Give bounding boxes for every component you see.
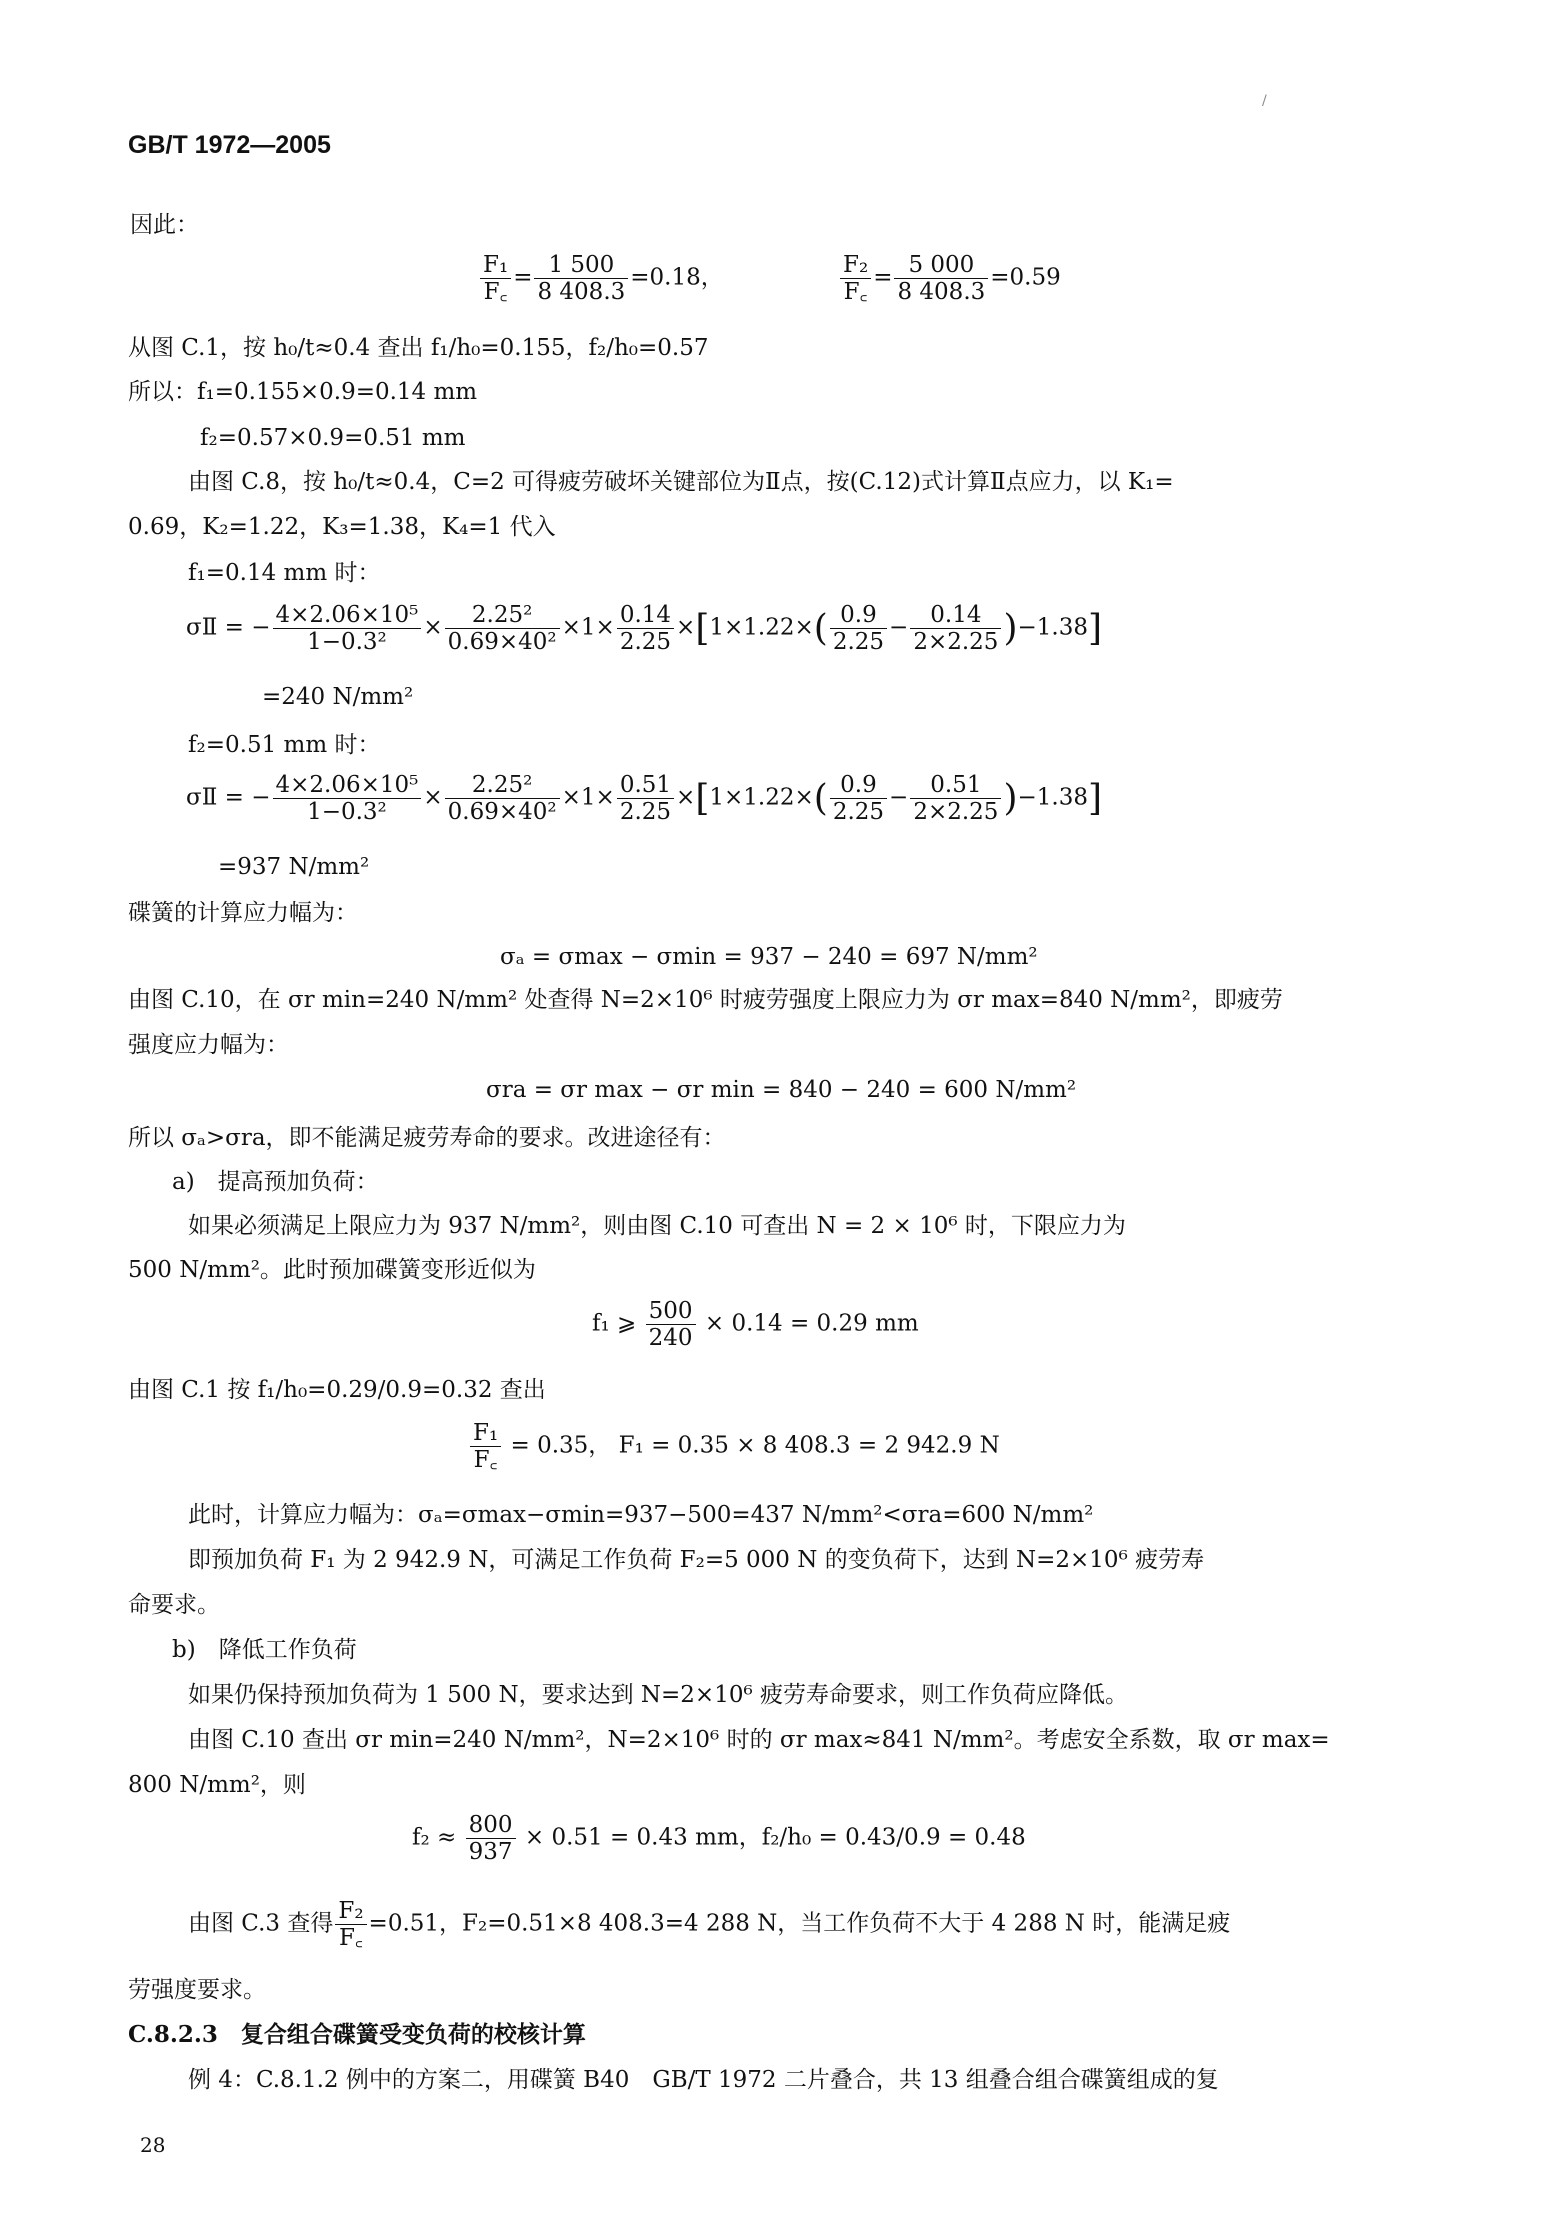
text-line: f₂=0.57×0.9=0.51 mm bbox=[200, 425, 466, 451]
formula-F1: $\frac{\text{F₁}}{F꜀}$ = 0.35， F₁ = 0.35 × 8 408.3 = 2 942.9 N bbox=[468, 1420, 1000, 1473]
formula-sigma-2: σⅡ = − $\frac{\text{4×2.06×10⁵}}{\text{1−0.3²}}$ × $\frac{\text{2.25²}}{\text{0.69×40²}}$ ×1× $\frac{0.51}{2.25}$ ×[1×1.22×( $\frac{0.9}{2.25}$ − $\frac{0.51}{2\times 2.25}$ )−1.38] bbox=[186, 772, 1103, 825]
text-line: 0.69，K₂=1.22，K₃=1.38，K₄=1 代入 bbox=[128, 514, 556, 540]
text-line: 碟簧的计算应力幅为： bbox=[128, 900, 358, 926]
result-line: =937 N/mm² bbox=[218, 854, 370, 880]
text-line: f₂=0.51 mm 时： bbox=[188, 732, 381, 758]
formula-line: σra = σr max − σr min = 840 − 240 = 600 N/mm² bbox=[486, 1077, 1077, 1103]
text-line: 由图 C.10，在 σr min=240 N/mm² 处查得 N=2×10⁶ 时疲劳强度上限应力为 σr max=840 N/mm²，即疲劳 bbox=[128, 987, 1283, 1013]
formula-sigma-1: σⅡ = − $\frac{\text{4×2.06×10⁵}}{\text{1−0.3²}}$ × $\frac{\text{2.25²}}{\text{0.69×40²}}$ ×1× $\frac{0.14}{2.25}$ ×[1×1.22×( $\frac{0.9}{2.25}$ − $\frac{0.14}{2\times 2.25}$ )−1.38] bbox=[186, 602, 1103, 655]
text-line: 例 4：C.8.1.2 例中的方案二，用碟簧 B40 GB/T 1972 二片叠合，共 13 组叠合组合碟簧组成的复 bbox=[188, 2067, 1219, 2093]
text-line: f₁=0.14 mm 时： bbox=[188, 560, 381, 586]
text-line: 由图 C.8，按 h₀/t≈0.4，C=2 可得疲劳破坏关键部位为Ⅱ点，按(C.12)式计算Ⅱ点应力，以 K₁= bbox=[188, 469, 1174, 495]
text-line: 如果仍保持预加负荷为 1 500 N，要求达到 N=2×10⁶ 疲劳寿命要求，则工作负荷应降低。 bbox=[188, 1682, 1129, 1708]
text-line: 500 N/mm²。此时预加碟簧变形近似为 bbox=[128, 1257, 536, 1283]
formula-f2: f₂ ≈ $\frac{800}{937}$ × 0.51 = 0.43 mm，f₂/h₀ = 0.43/0.9 = 0.48 bbox=[412, 1812, 1026, 1865]
text-line: 800 N/mm²，则 bbox=[128, 1772, 306, 1798]
list-item-b: b) 降低工作负荷 bbox=[172, 1637, 357, 1663]
text-line: 此时，计算应力幅为：σₐ=σmax−σmin=937−500=437 N/mm²<σra=600 N/mm² bbox=[188, 1502, 1094, 1528]
scan-mark: / bbox=[1262, 93, 1267, 109]
list-item-a: a) 提高预加负荷： bbox=[172, 1169, 379, 1195]
text-line: 如果必须满足上限应力为 937 N/mm²，则由图 C.10 可查出 N = 2 × 10⁶ 时，下限应力为 bbox=[188, 1213, 1126, 1239]
text-line: 所以：f₁=0.155×0.9=0.14 mm bbox=[128, 379, 478, 405]
formula-ratio-2: $\frac{\text{F₂}}{F꜀}$ = $\frac{5 000}{8 408.3}$ =0.59 bbox=[838, 252, 1061, 305]
standard-code: GB/T 1972—2005 bbox=[128, 131, 331, 159]
formula-line: σₐ = σmax − σmin = 937 − 240 = 697 N/mm² bbox=[500, 944, 1038, 970]
formula-f1: f₁ ⩾ $\frac{500}{240}$ × 0.14 = 0.29 mm bbox=[592, 1298, 919, 1351]
text-line: 因此： bbox=[130, 212, 199, 238]
text-line: 命要求。 bbox=[128, 1592, 220, 1618]
text-line: 强度应力幅为： bbox=[128, 1032, 289, 1058]
section-heading: C.8.2.3 复合组合碟簧受变负荷的校核计算 bbox=[128, 2021, 586, 2048]
text-line: 所以 σₐ>σra，即不能满足疲劳寿命的要求。改进途径有： bbox=[128, 1125, 726, 1151]
page-number: 28 bbox=[140, 2133, 166, 2157]
text-line: 由图 C.1 按 f₁/h₀=0.29/0.9=0.32 查出 bbox=[128, 1377, 546, 1403]
text-line: 由图 C.10 查出 σr min=240 N/mm²，N=2×10⁶ 时的 σr max≈841 N/mm²。考虑安全系数，取 σr max= bbox=[188, 1727, 1330, 1753]
text-line: 即预加负荷 F₁ 为 2 942.9 N，可满足工作负荷 F₂=5 000 N 的变负荷下，达到 N=2×10⁶ 疲劳寿 bbox=[188, 1547, 1205, 1573]
text-line-fraction: 由图 C.3 查得 $\frac{\text{F₂}}{F꜀}$ =0.51，F₂=0.51×8 408.3=4 288 N，当工作负荷不大于 4 288 N 时，能满足疲 bbox=[188, 1898, 1231, 1951]
text-line: 从图 C.1，按 h₀/t≈0.4 查出 f₁/h₀=0.155，f₂/h₀=0.57 bbox=[128, 335, 709, 361]
result-line: =240 N/mm² bbox=[262, 684, 414, 710]
formula-ratio-1: $\frac{\text{F₁}}{F꜀}$ = $\frac{1 500}{8 408.3}$ =0.18， bbox=[478, 252, 724, 305]
text-line: 劳强度要求。 bbox=[128, 1977, 266, 2003]
